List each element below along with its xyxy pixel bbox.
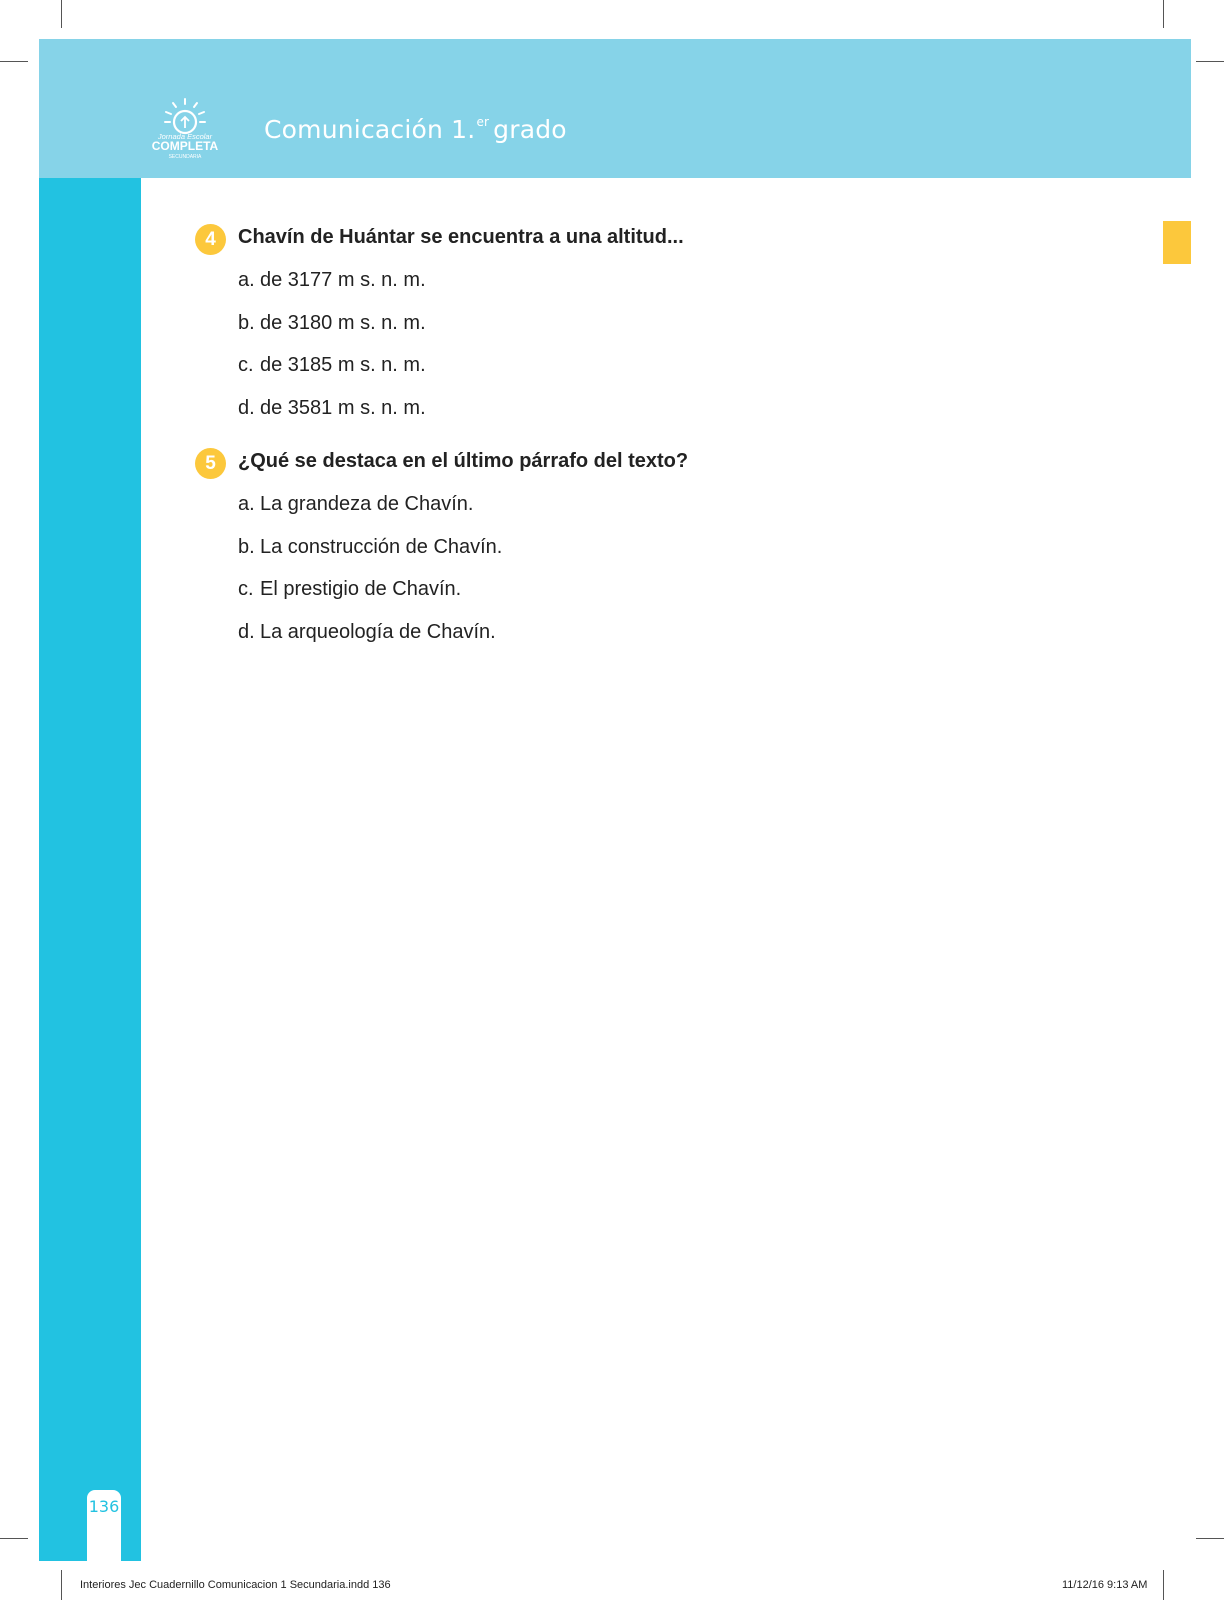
answer-option[interactable] <box>238 536 502 559</box>
subject-superscript: er <box>476 115 490 129</box>
crop-mark <box>1163 0 1164 28</box>
crop-mark <box>61 0 62 28</box>
answer-option[interactable] <box>238 397 426 420</box>
subject-name: Comunicación 1. <box>264 115 476 144</box>
answer-option[interactable] <box>238 493 474 516</box>
logo-bottom-text: SECUNDARIA <box>168 154 202 160</box>
option-letter: c. <box>238 578 254 600</box>
answer-option[interactable] <box>238 578 461 601</box>
crop-mark <box>1196 1538 1224 1539</box>
left-sidebar-band <box>39 178 141 1561</box>
crop-mark <box>1196 61 1224 62</box>
option-text: de 3177 m s. n. m. <box>260 269 426 291</box>
footer-file-slug: Interiores Jec Cuadernillo Comunicacion 1 Secundaria.indd 136 <box>80 1579 391 1591</box>
option-text: de 3581 m s. n. m. <box>260 397 426 419</box>
option-text: La arqueología de Chavín. <box>260 621 496 643</box>
answer-option[interactable] <box>238 269 426 292</box>
option-letter: d. <box>238 397 255 419</box>
answer-option[interactable] <box>238 354 426 377</box>
option-text: de 3185 m s. n. m. <box>260 354 426 376</box>
page-number: 136 <box>88 1497 120 1516</box>
option-letter: a. <box>238 269 255 291</box>
sun-lightbulb-icon <box>143 97 227 161</box>
option-text: La construcción de Chavín. <box>260 536 503 558</box>
question-text: ¿Qué se destaca en el último párrafo del texto? <box>238 450 689 472</box>
option-letter: b. <box>238 536 255 558</box>
section-tab-marker <box>1163 221 1191 264</box>
jornada-escolar-logo <box>143 97 227 161</box>
crop-mark <box>1163 1570 1164 1600</box>
question-number-badge: 5 <box>195 448 226 479</box>
option-letter: d. <box>238 621 255 643</box>
crop-mark <box>61 1570 62 1600</box>
question-number-badge: 4 <box>195 224 226 255</box>
logo-top-text: Jornada Escolar <box>157 132 213 141</box>
option-letter: a. <box>238 493 255 515</box>
option-text: de 3180 m s. n. m. <box>260 312 426 334</box>
option-letter: c. <box>238 354 254 376</box>
crop-mark <box>0 61 28 62</box>
crop-mark <box>0 1538 28 1539</box>
footer-timestamp: 11/12/16 9:13 AM <box>1062 1579 1148 1591</box>
question-text: Chavín de Huántar se encuentra a una altitud... <box>238 226 684 248</box>
answer-option[interactable] <box>238 312 426 335</box>
subject-grade: grado <box>493 115 567 144</box>
option-text: La grandeza de Chavín. <box>260 493 474 515</box>
option-letter: b. <box>238 312 255 334</box>
logo-main-text: COMPLETA <box>151 139 219 153</box>
answer-option[interactable] <box>238 621 496 644</box>
option-text: El prestigio de Chavín. <box>260 578 462 600</box>
subject-title <box>264 115 567 144</box>
